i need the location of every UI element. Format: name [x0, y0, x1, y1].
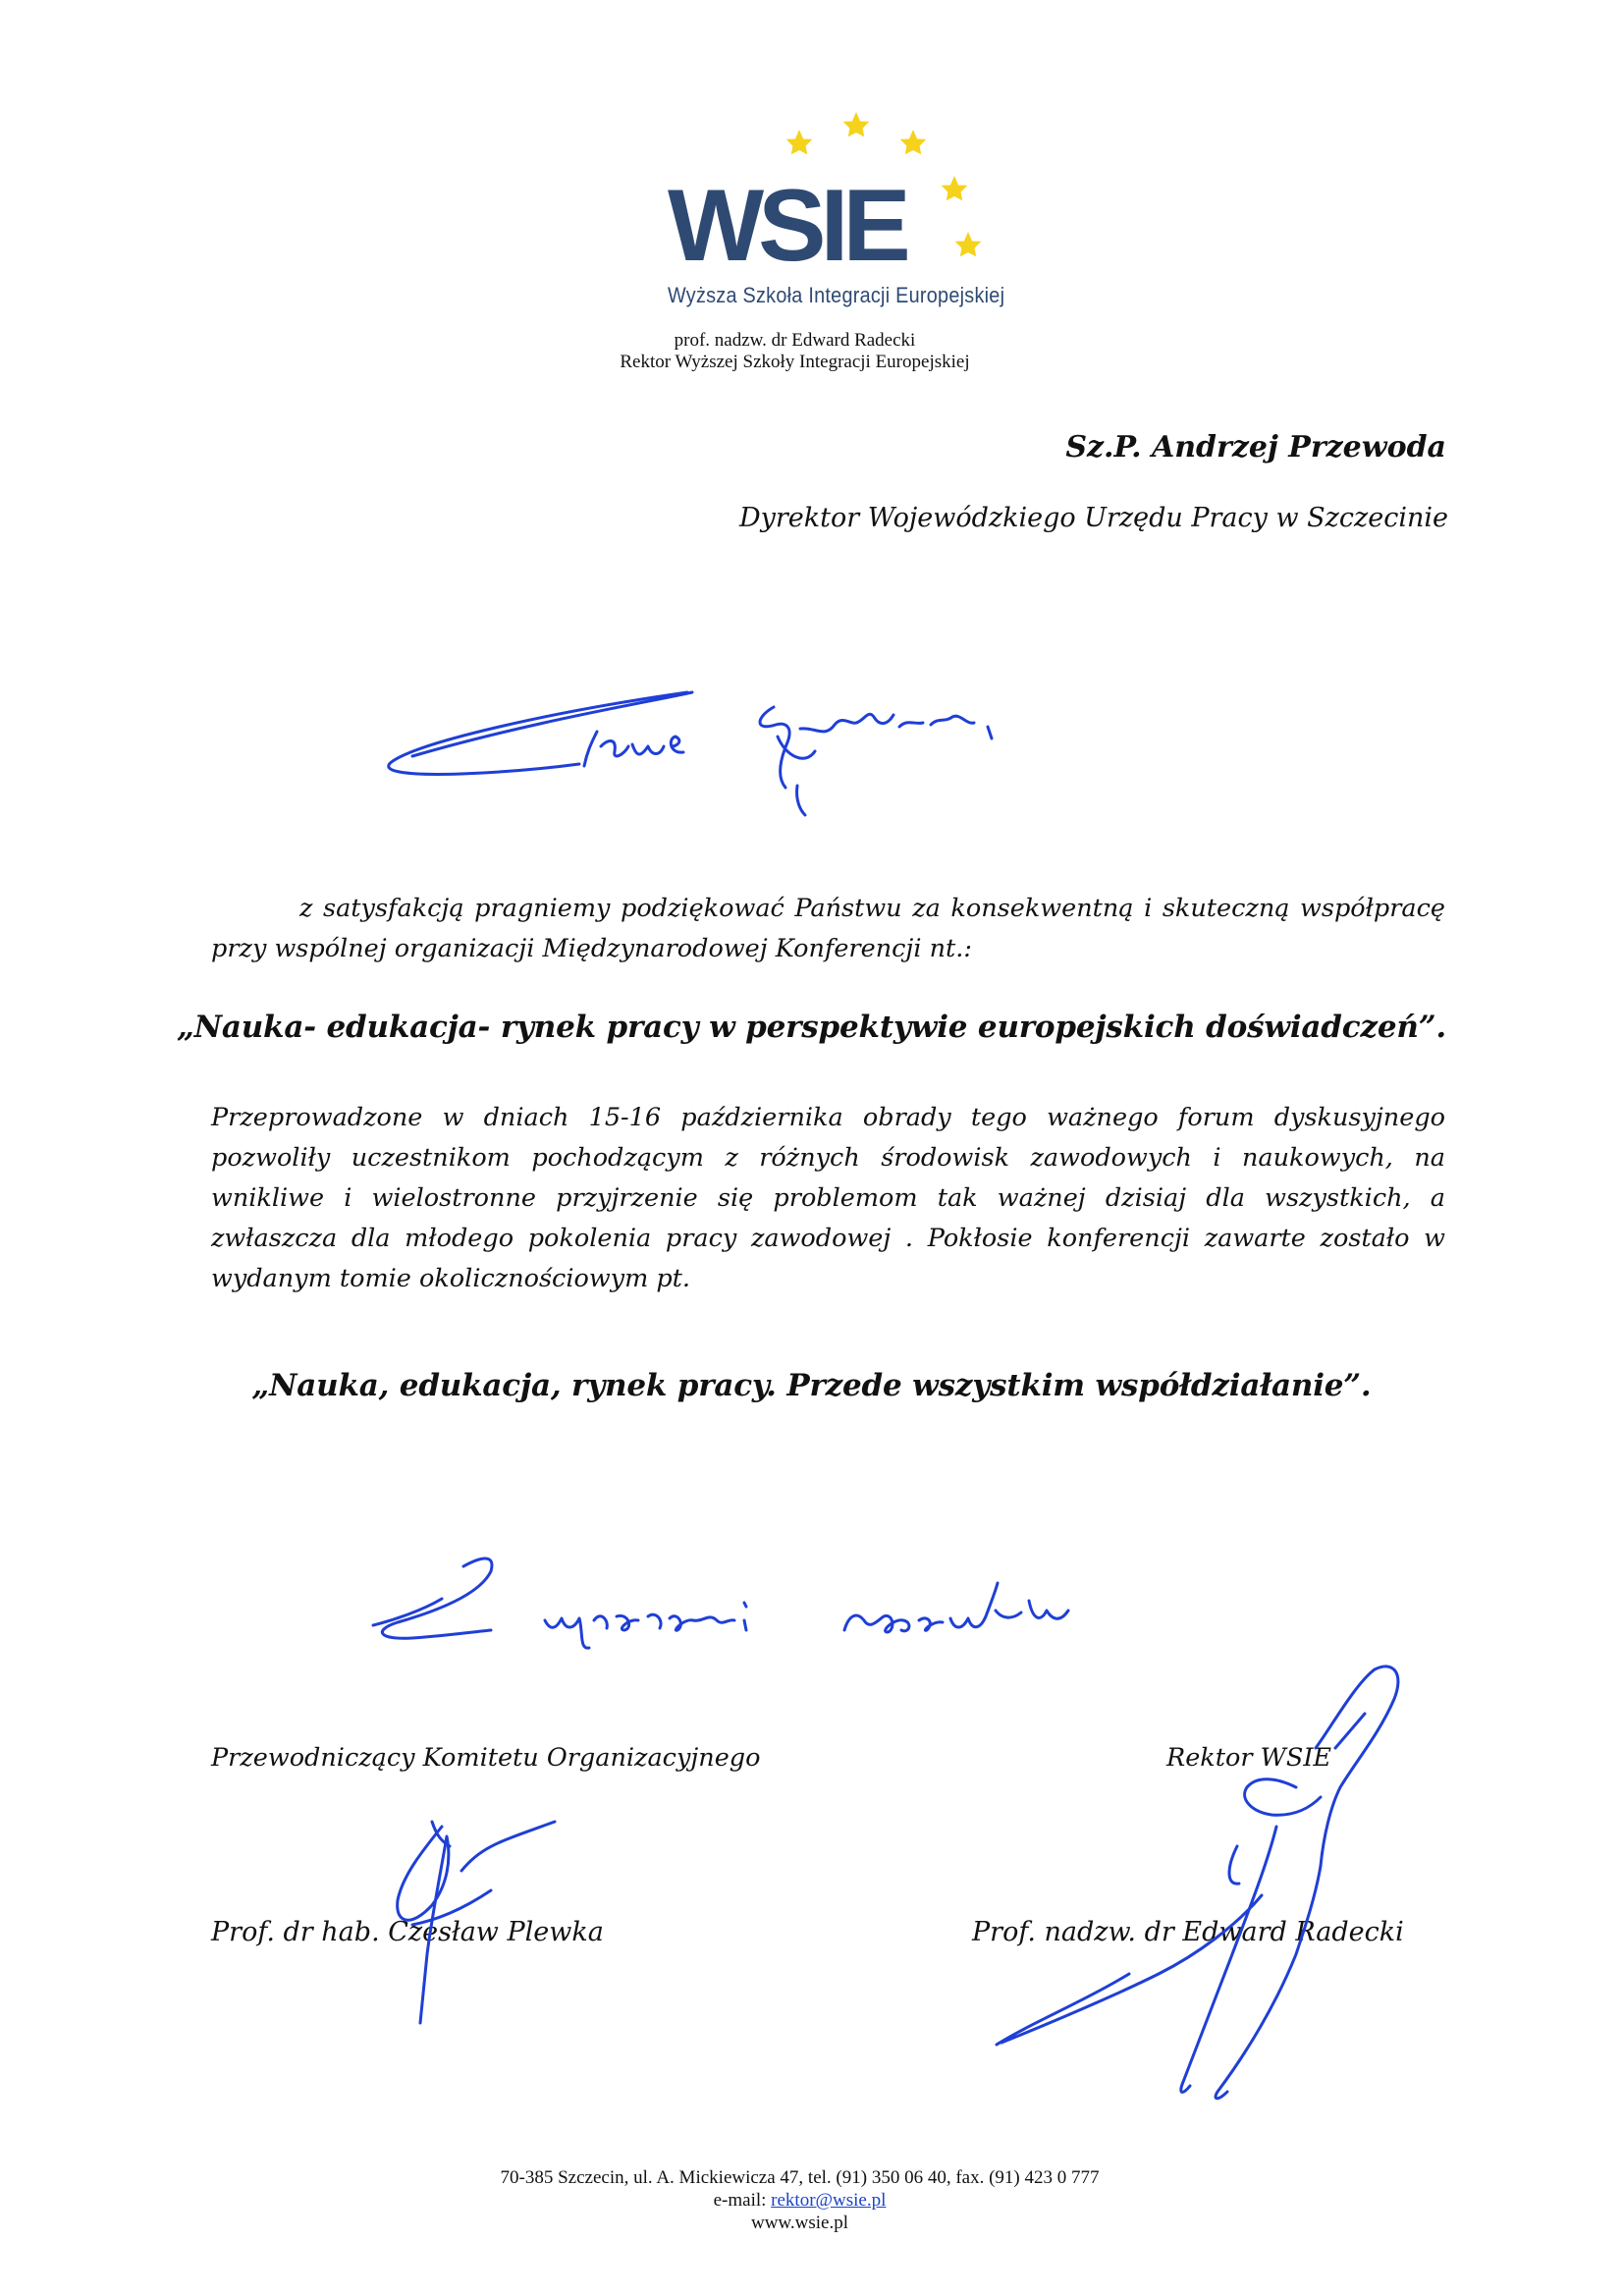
volume-title: „Nauka, edukacja, rynek pracy. Przede wszystkim współdziałanie”. — [251, 1368, 1372, 1403]
right-signature — [997, 1667, 1398, 2099]
paragraph-thanks-text: z satysfakcją pragniemy podziękować Państwu za konsekwentną i skuteczną współpracę przy wspólnej organizacji Międzynarodowej Konferencji nt.: — [211, 894, 1445, 963]
letterhead — [0, 330, 1623, 373]
right-signatory-role: Rektor WSIE — [1166, 1743, 1332, 1773]
wsie-logo — [658, 108, 1011, 314]
left-signatory-name: Prof. dr hab. Czesław Plewka — [211, 1917, 604, 1947]
recipient-name: Sz.P. Andrzej Przewoda — [1065, 430, 1446, 465]
letterhead-position: Rektor Wyższej Szkoły Integracji Europejskiej — [620, 352, 970, 372]
recipient-title: Dyrektor Wojewódzkiego Urzędu Pracy w Szczecinie — [739, 503, 1448, 533]
footer-website: www.wsie.pl — [750, 2213, 849, 2233]
star-icon — [955, 232, 982, 256]
footer-email-label: e-mail: — [713, 2190, 772, 2211]
conference-title: „Nauka- edukacja- rynek pracy w perspektywie europejskich doświadczeń”. — [177, 1010, 1446, 1045]
star-icon — [843, 112, 870, 137]
logo-subtitle: Wyższa Szkoła Integracji Europejskiej — [668, 283, 1005, 307]
handwritten-closing — [373, 1558, 1068, 1648]
left-signatory-role: Przewodniczący Komitetu Organizacyjnego — [211, 1743, 761, 1773]
footer-address: 70-385 Szczecin, ul. A. Mickiewicza 47, tel. (91) 350 06 40, fax. (91) 423 0 777 — [500, 2167, 1100, 2188]
footer — [0, 2166, 1623, 2234]
email-link[interactable]: rektor@wsie.pl — [771, 2190, 887, 2211]
star-icon — [900, 130, 927, 154]
letterhead-sender: prof. nadzw. dr Edward Radecki — [674, 330, 916, 351]
paragraph-conference: Przeprowadzone w dniach 15-16 października obrady tego ważnego forum dyskusyjnego pozwoliły uczestnikom pochodzącym z różnych środowisk zawodowych i naukowych, na wnikliwe i wielostronne przyjrzenie się problemom tak ważnej dzisiaj dla wszystkich, a zwłaszcza dla młodego pokolenia pracy zawodowej . Pokłosie konferencji zawarte zostało w wydanym tomie okolicznościowym pt. — [211, 1103, 1445, 1293]
handwritten-salutation — [389, 692, 992, 815]
right-signatory-name: Prof. nadzw. dr Edward Radecki — [972, 1917, 1404, 1947]
logo-wordmark: WSIE — [668, 169, 905, 283]
paragraph-thanks — [211, 889, 1445, 969]
star-icon — [942, 176, 968, 200]
footer-email-line — [0, 2189, 1611, 2212]
star-icon — [786, 130, 813, 154]
